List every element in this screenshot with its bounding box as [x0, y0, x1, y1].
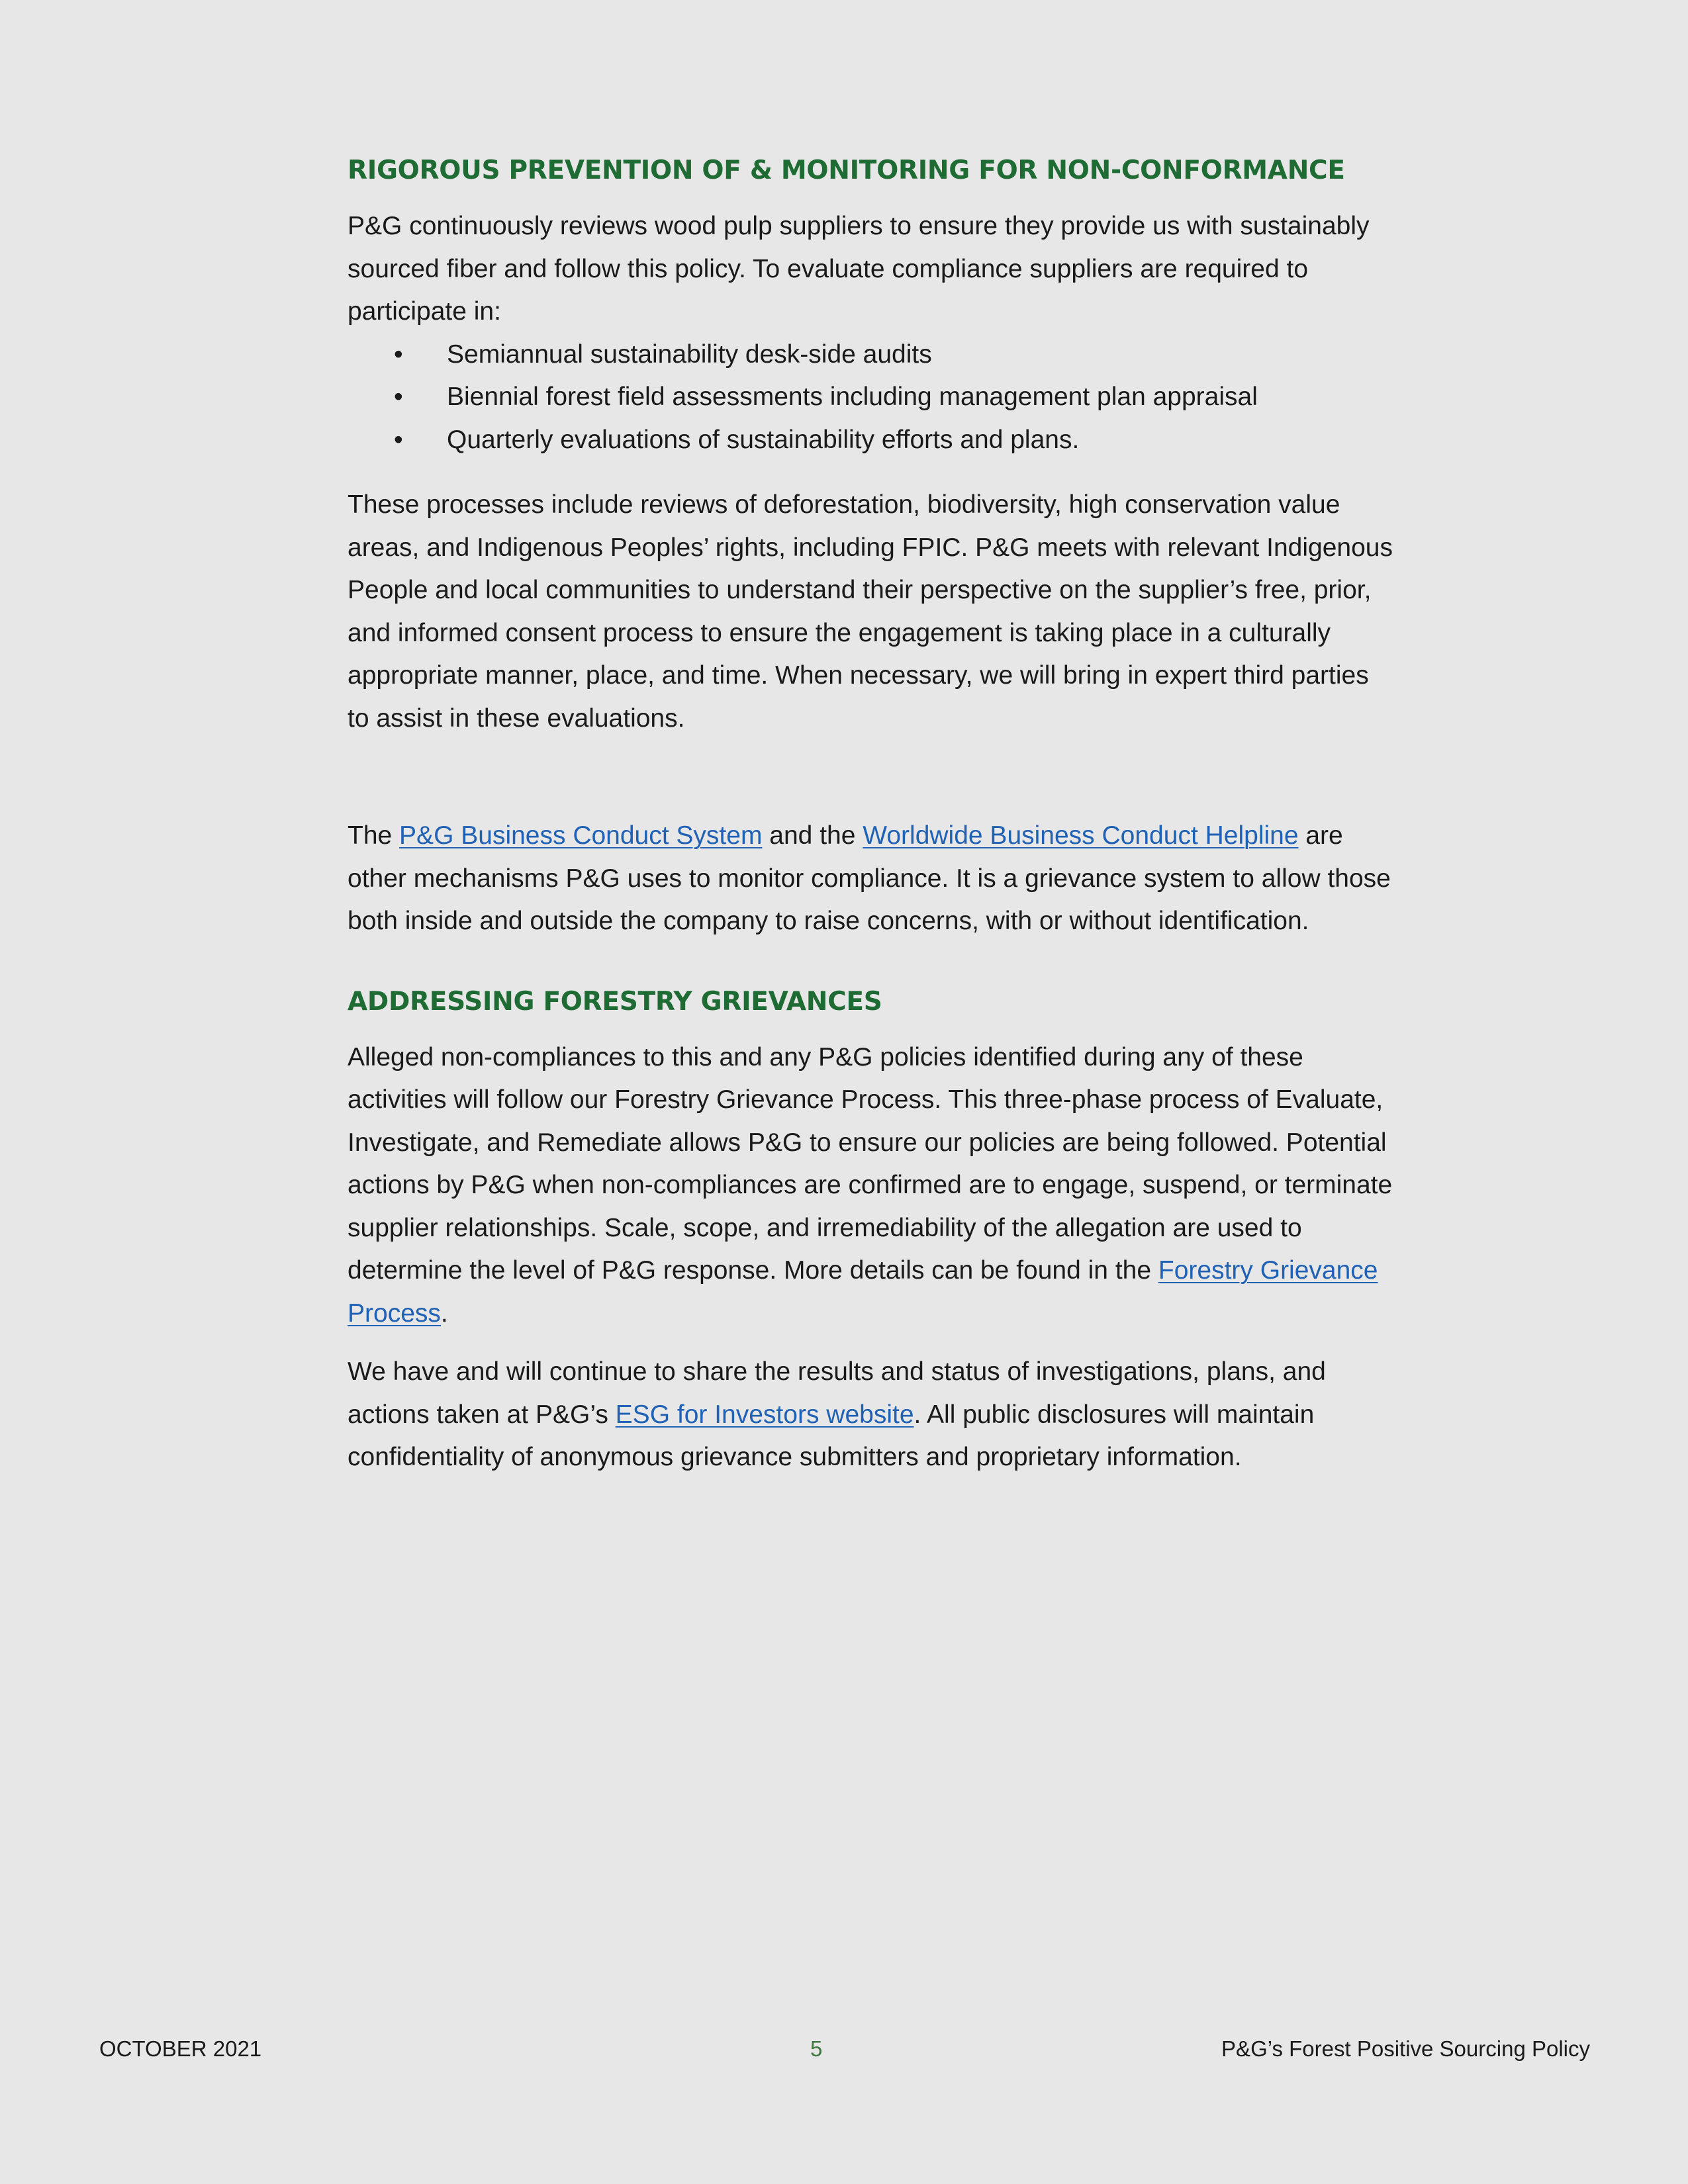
paragraph-line: Alleged non-compliances to this and any P&G policies identified during any of these	[348, 1042, 1303, 1071]
paragraph-line: participate in:	[348, 297, 501, 326]
paragraph-line: supplier relationships. Scale, scope, and irremediability of the allegation are used to	[348, 1213, 1302, 1242]
footer-document-title: P&G’s Forest Positive Sourcing Policy	[1221, 2036, 1590, 2061]
forestry-grievance-process-link-continued[interactable]: Process	[348, 1298, 441, 1328]
page-number: 5	[810, 2036, 823, 2061]
esg-investors-website-link[interactable]: ESG for Investors website	[615, 1400, 914, 1429]
grievance-paragraph	[348, 1036, 1499, 1336]
text-run: . All public disclosures will maintain	[914, 1400, 1315, 1429]
list-item	[348, 376, 1499, 419]
text-run: are	[1298, 821, 1343, 850]
paragraph-line	[348, 1394, 1499, 1437]
text-run: actions taken at P&G’s	[348, 1400, 616, 1429]
paragraph-line: confidentiality of anonymous grievance submitters and proprietary information.	[348, 1443, 1242, 1471]
section-heading-prevention: RIGOROUS PREVENTION OF & MONITORING FOR NON-CONFORMANCE	[348, 156, 1345, 185]
list-item-text: Quarterly evaluations of sustainability efforts and plans.	[447, 425, 1080, 454]
paragraph-line: actions by P&G when non-compliances are confirmed are to engage, suspend, or terminate	[348, 1171, 1393, 1199]
list-item-text: Semiannual sustainability desk-side audits	[447, 340, 932, 369]
bullet-icon: •	[394, 340, 403, 369]
paragraph-line	[348, 1250, 1499, 1293]
business-conduct-system-link[interactable]: P&G Business Conduct System	[399, 821, 763, 850]
paragraph-line: appropriate manner, place, and time. When necessary, we will bring in expert third parties	[348, 661, 1369, 690]
footer-date: OCTOBER 2021	[99, 2036, 262, 2061]
paragraph-line: Investigate, and Remediate allows P&G to ensure our policies are being followed. Potential	[348, 1128, 1387, 1157]
paragraph-line: activities will follow our Forestry Grievance Process. This three-phase process of Evaluate,	[348, 1085, 1383, 1114]
bullet-icon: •	[394, 383, 403, 411]
requirements-list	[348, 334, 1499, 462]
paragraph-line: People and local communities to understand their perspective on the supplier’s free, prior,	[348, 576, 1372, 604]
intro-paragraph	[348, 205, 1499, 334]
document-body	[348, 150, 1499, 1479]
text-run: .	[440, 1298, 448, 1328]
paragraph-line: both inside and outside the company to raise concerns, with or without identification.	[348, 907, 1309, 935]
process-paragraph	[348, 484, 1499, 740]
paragraph-line: P&G continuously reviews wood pulp suppliers to ensure they provide us with sustainably	[348, 212, 1370, 240]
paragraph-line: and informed consent process to ensure the engagement is taking place in a culturally	[348, 618, 1331, 647]
bullet-icon: •	[394, 425, 403, 454]
paragraph-line: other mechanisms P&G uses to monitor compliance. It is a grievance system to allow those	[348, 864, 1391, 893]
text-run: and the	[762, 821, 863, 850]
list-item-text: Biennial forest field assessments including management plan appraisal	[447, 383, 1258, 411]
business-conduct-helpline-link[interactable]: Worldwide Business Conduct Helpline	[863, 821, 1299, 850]
paragraph-line: areas, and Indigenous Peoples’ rights, including FPIC. P&G meets with relevant Indigenous	[348, 533, 1393, 562]
text-run: The	[348, 821, 400, 850]
paragraph-line	[348, 815, 1499, 858]
list-item	[348, 419, 1499, 462]
mechanisms-paragraph	[348, 815, 1499, 943]
paragraph-line: to assist in these evaluations.	[348, 704, 685, 733]
paragraph-line	[348, 1293, 1499, 1336]
share-paragraph	[348, 1351, 1499, 1479]
section-heading-grievances: ADDRESSING FORESTRY GRIEVANCES	[348, 986, 882, 1017]
list-item	[348, 334, 1499, 377]
text-run: determine the level of P&G response. More details can be found in the	[348, 1256, 1158, 1285]
paragraph-line: sourced fiber and follow this policy. To evaluate compliance suppliers are required to	[348, 254, 1309, 283]
paragraph-line: We have and will continue to share the results and status of investigations, plans, and	[348, 1357, 1326, 1386]
forestry-grievance-process-link[interactable]: Forestry Grievance	[1158, 1256, 1378, 1285]
paragraph-line: These processes include reviews of deforestation, biodiversity, high conservation value	[348, 490, 1340, 519]
